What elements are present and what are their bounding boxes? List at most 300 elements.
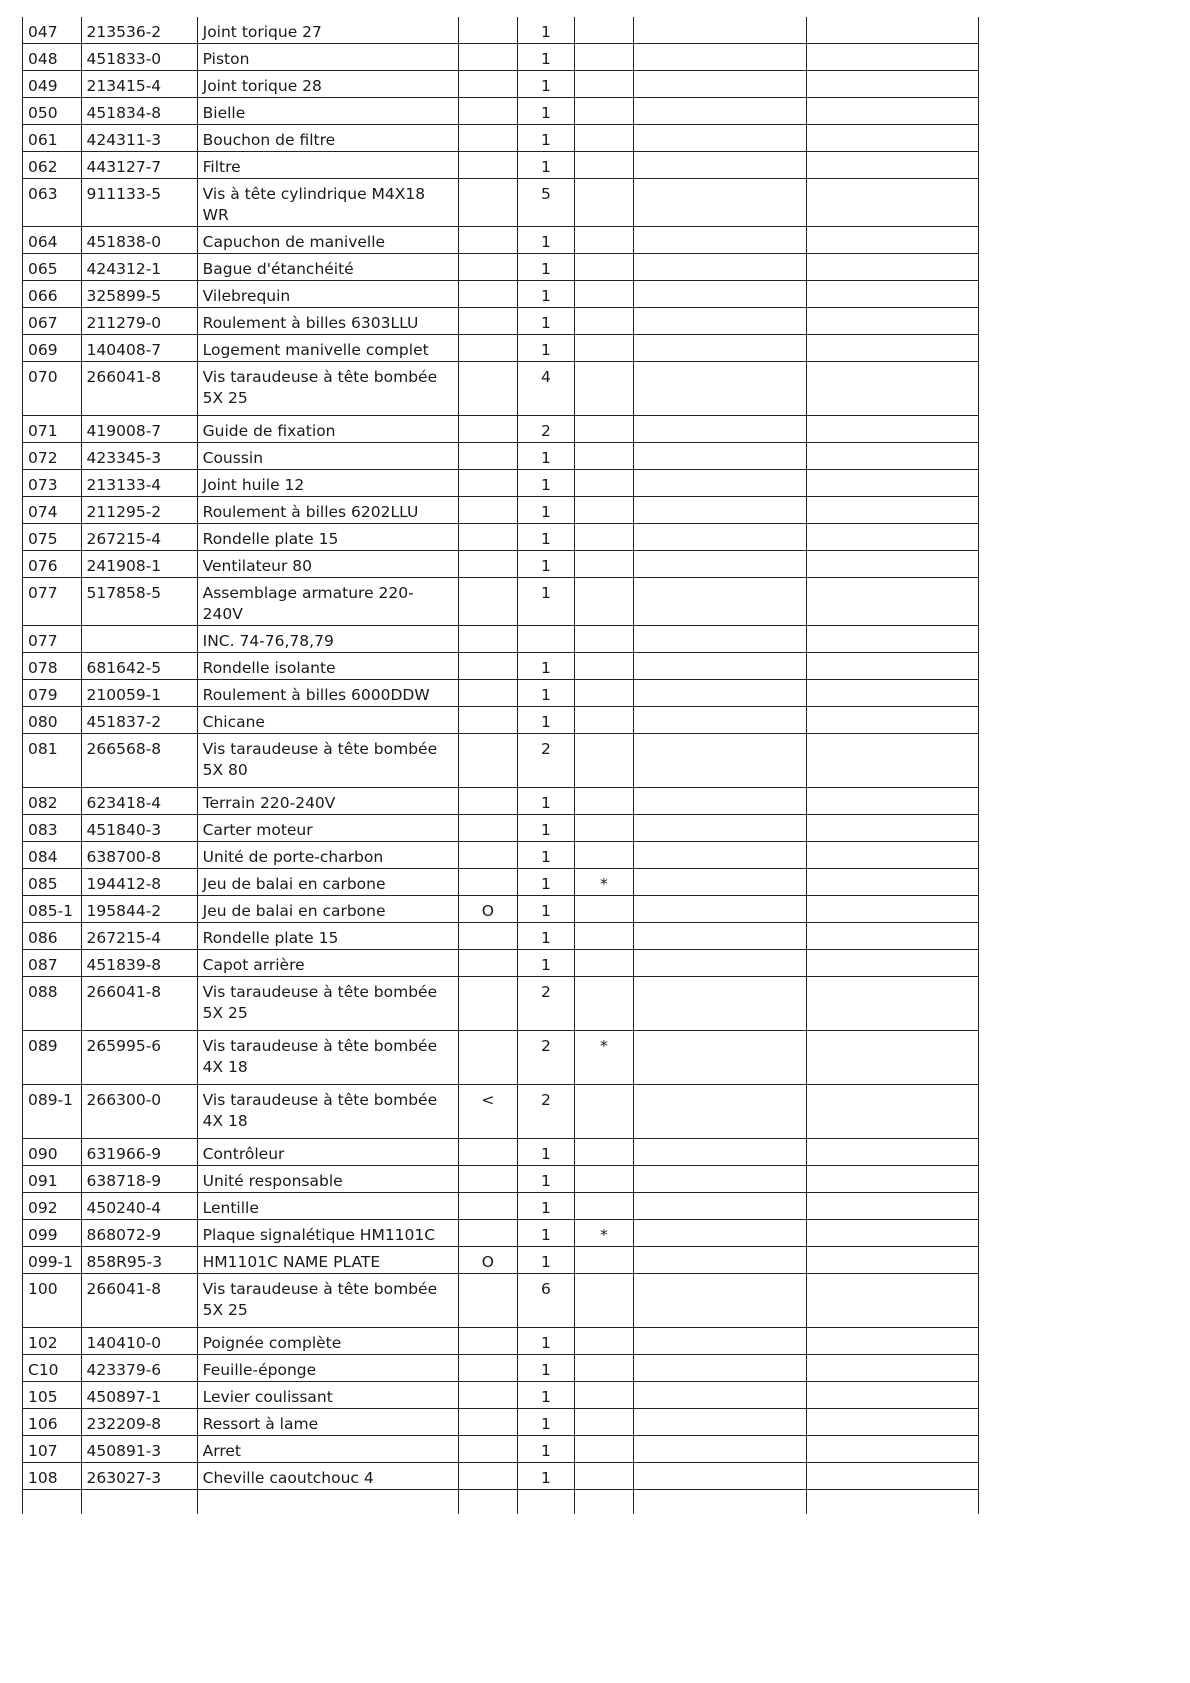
extra-cell-2 [807,896,979,923]
part-note [575,842,634,869]
part-number: 681642-5 [81,653,197,680]
extra-cell-2 [807,1382,979,1409]
item-number: 075 [23,524,82,551]
part-description: Vis taraudeuse à tête bombée 5X 80 [197,734,458,788]
part-quantity: 1 [517,443,575,470]
table-row [23,17,979,44]
part-number: 451837-2 [81,707,197,734]
extra-cell-2 [807,308,979,335]
part-description: Lentille [197,1193,458,1220]
table-row [23,1328,979,1355]
part-number: 631966-9 [81,1139,197,1166]
item-number: 062 [23,152,82,179]
part-quantity: 1 [517,1355,575,1382]
part-description: Bielle [197,98,458,125]
table-row [23,179,979,227]
part-description: Rondelle plate 15 [197,923,458,950]
extra-cell-1 [633,524,807,551]
part-note [575,734,634,788]
table-row [23,71,979,98]
item-number: 089-1 [23,1085,82,1139]
part-number: 265995-6 [81,1031,197,1085]
part-description: Guide de fixation [197,416,458,443]
empty-cell [807,1490,979,1514]
part-quantity: 1 [517,551,575,578]
part-quantity: 1 [517,896,575,923]
part-flag [459,281,518,308]
parts-table-body [23,17,979,1514]
part-description: Filtre [197,152,458,179]
part-description: Unité responsable [197,1166,458,1193]
part-note [575,788,634,815]
part-quantity: 1 [517,653,575,680]
part-description: Piston [197,44,458,71]
item-number: 085 [23,869,82,896]
part-quantity: 1 [517,1328,575,1355]
part-flag [459,1328,518,1355]
part-number: 213536-2 [81,17,197,44]
extra-cell-2 [807,815,979,842]
extra-cell-1 [633,680,807,707]
extra-cell-2 [807,1139,979,1166]
part-description: Carter moteur [197,815,458,842]
table-row [23,551,979,578]
part-quantity: 4 [517,362,575,416]
extra-cell-1 [633,1274,807,1328]
part-quantity: 1 [517,842,575,869]
part-note [575,470,634,497]
extra-cell-1 [633,470,807,497]
item-number: 047 [23,17,82,44]
extra-cell-2 [807,254,979,281]
extra-cell-1 [633,578,807,626]
part-quantity: 1 [517,578,575,626]
extra-cell-2 [807,443,979,470]
extra-cell-1 [633,1247,807,1274]
part-number: 266041-8 [81,977,197,1031]
part-number: 451839-8 [81,950,197,977]
part-number: 325899-5 [81,281,197,308]
extra-cell-1 [633,1328,807,1355]
extra-cell-2 [807,227,979,254]
extra-cell-2 [807,125,979,152]
part-note [575,227,634,254]
part-quantity: 2 [517,1085,575,1139]
part-description: Vis taraudeuse à tête bombée 4X 18 [197,1031,458,1085]
part-note [575,1436,634,1463]
item-number: 049 [23,71,82,98]
table-row [23,227,979,254]
extra-cell-2 [807,1355,979,1382]
part-number: 424312-1 [81,254,197,281]
item-number: 077 [23,626,82,653]
table-row [23,626,979,653]
table-row [23,281,979,308]
extra-cell-1 [633,308,807,335]
part-number: 623418-4 [81,788,197,815]
empty-cell [575,1490,634,1514]
part-flag [459,470,518,497]
extra-cell-2 [807,707,979,734]
extra-cell-1 [633,1220,807,1247]
table-row [23,1463,979,1490]
extra-cell-2 [807,98,979,125]
table-row [23,1166,979,1193]
table-row [23,335,979,362]
part-description: Coussin [197,443,458,470]
table-row [23,1274,979,1328]
part-flag [459,1409,518,1436]
part-description: Bague d'étanchéité [197,254,458,281]
item-number: 061 [23,125,82,152]
extra-cell-2 [807,71,979,98]
extra-cell-2 [807,1328,979,1355]
extra-cell-2 [807,578,979,626]
extra-cell-2 [807,1166,979,1193]
extra-cell-1 [633,98,807,125]
part-quantity: 1 [517,1436,575,1463]
part-number: 858R95-3 [81,1247,197,1274]
part-number: 213415-4 [81,71,197,98]
item-number: 105 [23,1382,82,1409]
part-note: * [575,1220,634,1247]
part-description: Joint torique 27 [197,17,458,44]
item-number: 080 [23,707,82,734]
part-description: Levier coulissant [197,1382,458,1409]
part-note [575,281,634,308]
table-row [23,1031,979,1085]
extra-cell-1 [633,815,807,842]
part-quantity: 5 [517,179,575,227]
part-quantity: 1 [517,308,575,335]
part-quantity: 1 [517,98,575,125]
part-description: Poignée complète [197,1328,458,1355]
table-row [23,896,979,923]
part-description: Terrain 220-240V [197,788,458,815]
extra-cell-1 [633,44,807,71]
table-row [23,98,979,125]
part-number: 241908-1 [81,551,197,578]
part-note [575,179,634,227]
part-note [575,707,634,734]
part-flag [459,98,518,125]
part-flag [459,734,518,788]
part-flag [459,1463,518,1490]
extra-cell-1 [633,734,807,788]
part-quantity: 1 [517,152,575,179]
extra-cell-1 [633,179,807,227]
table-row [23,1247,979,1274]
extra-cell-1 [633,1436,807,1463]
part-number: 868072-9 [81,1220,197,1247]
item-number: 079 [23,680,82,707]
part-flag [459,653,518,680]
extra-cell-1 [633,443,807,470]
part-number: 911133-5 [81,179,197,227]
part-description: Roulement à billes 6000DDW [197,680,458,707]
extra-cell-2 [807,362,979,416]
extra-cell-2 [807,653,979,680]
part-description: Vis taraudeuse à tête bombée 5X 25 [197,362,458,416]
item-number: 048 [23,44,82,71]
extra-cell-1 [633,1463,807,1490]
part-note [575,1382,634,1409]
extra-cell-1 [633,950,807,977]
extra-cell-2 [807,1193,979,1220]
table-row [23,653,979,680]
part-note [575,1409,634,1436]
part-flag [459,950,518,977]
item-number: 063 [23,179,82,227]
part-number: 211279-0 [81,308,197,335]
extra-cell-2 [807,524,979,551]
part-number: 267215-4 [81,923,197,950]
extra-cell-2 [807,179,979,227]
part-number: 195844-2 [81,896,197,923]
item-number: 088 [23,977,82,1031]
part-quantity: 1 [517,1247,575,1274]
part-quantity: 2 [517,1031,575,1085]
item-number: 087 [23,950,82,977]
part-flag [459,815,518,842]
empty-cell [23,1490,82,1514]
part-flag [459,626,518,653]
part-note [575,335,634,362]
extra-cell-2 [807,680,979,707]
extra-cell-2 [807,281,979,308]
part-number: 232209-8 [81,1409,197,1436]
part-number: 266041-8 [81,362,197,416]
extra-cell-1 [633,1085,807,1139]
part-note [575,950,634,977]
extra-cell-2 [807,923,979,950]
part-flag [459,1139,518,1166]
item-number: 071 [23,416,82,443]
part-note [575,1247,634,1274]
part-note: * [575,1031,634,1085]
part-quantity: 1 [517,254,575,281]
part-note [575,1139,634,1166]
item-number: 076 [23,551,82,578]
part-flag [459,152,518,179]
part-quantity: 1 [517,470,575,497]
table-row [23,707,979,734]
extra-cell-1 [633,653,807,680]
extra-cell-2 [807,950,979,977]
part-flag [459,788,518,815]
part-quantity: 1 [517,227,575,254]
part-note [575,977,634,1031]
part-flag: O [459,896,518,923]
part-flag [459,1220,518,1247]
table-row [23,1409,979,1436]
extra-cell-2 [807,17,979,44]
part-flag [459,416,518,443]
part-note [575,1193,634,1220]
extra-cell-1 [633,626,807,653]
extra-cell-2 [807,44,979,71]
part-number: 451833-0 [81,44,197,71]
extra-cell-1 [633,125,807,152]
table-row [23,950,979,977]
extra-cell-1 [633,1409,807,1436]
part-quantity: 1 [517,335,575,362]
part-flag [459,707,518,734]
part-number: 210059-1 [81,680,197,707]
item-number: 083 [23,815,82,842]
part-quantity: 1 [517,524,575,551]
part-flag [459,179,518,227]
item-number: 108 [23,1463,82,1490]
table-row [23,977,979,1031]
part-flag [459,125,518,152]
extra-cell-1 [633,1166,807,1193]
extra-cell-2 [807,734,979,788]
part-note [575,443,634,470]
item-number: 064 [23,227,82,254]
part-description: Rondelle isolante [197,653,458,680]
extra-cell-1 [633,335,807,362]
part-flag [459,977,518,1031]
part-note [575,653,634,680]
part-flag [459,869,518,896]
table-row [23,1382,979,1409]
part-description: Roulement à billes 6202LLU [197,497,458,524]
part-note [575,524,634,551]
item-number: 102 [23,1328,82,1355]
extra-cell-1 [633,227,807,254]
extra-cell-2 [807,551,979,578]
part-note [575,416,634,443]
empty-cell [633,1490,807,1514]
extra-cell-1 [633,1031,807,1085]
extra-cell-2 [807,470,979,497]
part-note [575,1166,634,1193]
part-description: Vis taraudeuse à tête bombée 5X 25 [197,977,458,1031]
extra-cell-1 [633,1193,807,1220]
part-description: Vis à tête cylindrique M4X18 WR [197,179,458,227]
part-note [575,71,634,98]
part-quantity: 1 [517,1220,575,1247]
part-number: 266300-0 [81,1085,197,1139]
table-row [23,842,979,869]
part-note [575,1274,634,1328]
part-note [575,626,634,653]
part-quantity: 1 [517,815,575,842]
part-note [575,1328,634,1355]
item-number: 066 [23,281,82,308]
empty-cell [517,1490,575,1514]
part-flag [459,44,518,71]
extra-cell-1 [633,896,807,923]
item-number: 100 [23,1274,82,1328]
part-note [575,17,634,44]
item-number: 090 [23,1139,82,1166]
item-number: 106 [23,1409,82,1436]
item-number: 099-1 [23,1247,82,1274]
table-row [23,1355,979,1382]
item-number: 078 [23,653,82,680]
part-flag [459,524,518,551]
extra-cell-1 [633,281,807,308]
item-number: 069 [23,335,82,362]
part-description: Logement manivelle complet [197,335,458,362]
part-flag [459,1382,518,1409]
table-row [23,923,979,950]
part-description: Unité de porte-charbon [197,842,458,869]
item-number: 082 [23,788,82,815]
table-row [23,815,979,842]
part-flag: < [459,1085,518,1139]
parts-table [22,17,979,1514]
item-number: 092 [23,1193,82,1220]
part-quantity: 1 [517,497,575,524]
table-row [23,680,979,707]
item-number: 085-1 [23,896,82,923]
part-note [575,551,634,578]
part-flag: O [459,1247,518,1274]
item-number: 073 [23,470,82,497]
part-description: Ressort à lame [197,1409,458,1436]
part-quantity: 1 [517,1193,575,1220]
part-number: 443127-7 [81,152,197,179]
item-number: 081 [23,734,82,788]
part-number: 194412-8 [81,869,197,896]
part-description: Assemblage armature 220-240V [197,578,458,626]
part-quantity: 1 [517,44,575,71]
part-number: 638700-8 [81,842,197,869]
item-number: 086 [23,923,82,950]
extra-cell-2 [807,416,979,443]
table-row [23,1436,979,1463]
table-row [23,362,979,416]
table-row [23,1139,979,1166]
item-number: 074 [23,497,82,524]
part-flag [459,335,518,362]
item-number: 077 [23,578,82,626]
extra-cell-1 [633,869,807,896]
extra-cell-2 [807,788,979,815]
extra-cell-2 [807,497,979,524]
part-note [575,362,634,416]
part-quantity: 1 [517,1139,575,1166]
table-row [23,578,979,626]
extra-cell-2 [807,1463,979,1490]
part-quantity: 1 [517,125,575,152]
part-description: Jeu de balai en carbone [197,869,458,896]
part-description: Joint huile 12 [197,470,458,497]
part-quantity: 1 [517,1382,575,1409]
part-number: 266041-8 [81,1274,197,1328]
part-flag [459,362,518,416]
part-note [575,1355,634,1382]
item-number: 091 [23,1166,82,1193]
item-number: 107 [23,1436,82,1463]
extra-cell-1 [633,551,807,578]
part-flag [459,1193,518,1220]
part-description: Bouchon de filtre [197,125,458,152]
part-note [575,923,634,950]
part-note [575,125,634,152]
part-flag [459,227,518,254]
part-description: Chicane [197,707,458,734]
part-number: 140408-7 [81,335,197,362]
part-number: 266568-8 [81,734,197,788]
part-number: 140410-0 [81,1328,197,1355]
extra-cell-1 [633,71,807,98]
part-description: Vis taraudeuse à tête bombée 5X 25 [197,1274,458,1328]
part-quantity: 1 [517,1166,575,1193]
